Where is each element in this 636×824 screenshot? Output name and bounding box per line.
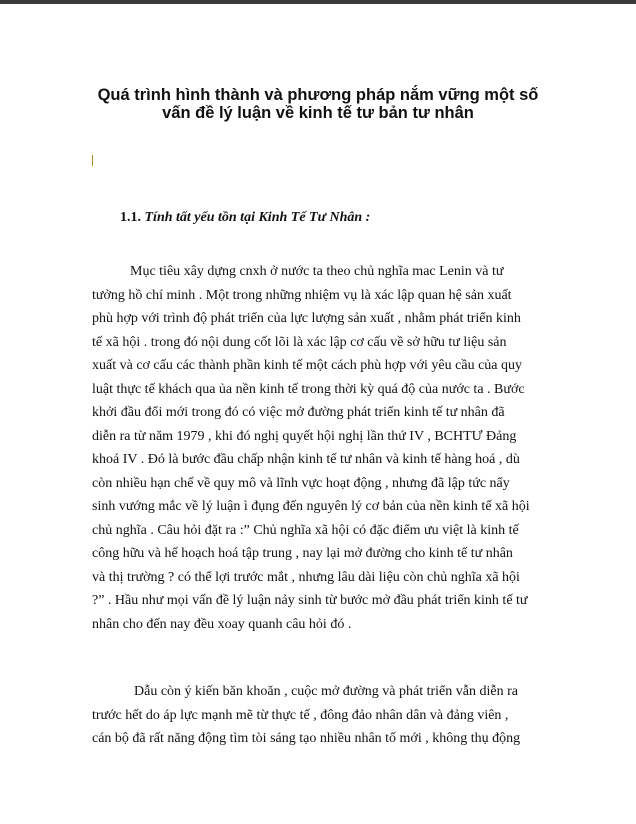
paragraph-line: phù hợp với trình độ phát triển của lực lượng sản xuất , nhằm phát triển kinh	[92, 311, 521, 326]
paragraph-line: chủ nghĩa . Câu hỏi đặt ra :” Chủ nghĩa xã hội có đặc điểm ưu việt là kinh tế	[92, 522, 519, 538]
paragraph-line: còn nhiều hạn chế về quy mô và lĩnh vực hoạt động , nhưng đã lập tức nẩy	[92, 475, 510, 491]
section-number: 1.1.	[120, 210, 141, 225]
document-title	[40, 86, 596, 122]
title-line-1: Quá trình hình thành và phương pháp nắm vững một số	[97, 86, 539, 104]
paragraph-line: và thị trường ? có thể lợi trước mắt , nhưng lâu dài liệu còn chủ nghĩa xã hội	[92, 569, 520, 585]
paragraph-line: Dẫu còn ý kiến băn khoăn , cuộc mở đường và phát triển vẫn diễn ra	[134, 684, 518, 699]
page-top-border	[0, 0, 636, 4]
paragraph-line: ?” . Hầu như mọi vấn đề lý luận nảy sinh từ bước mở đầu phát triển kinh tế tư	[92, 593, 528, 608]
paragraph-1	[92, 260, 552, 636]
paragraph-line: tưởng hồ chí minh . Một trong những nhiệm vụ là xác lập quan hệ sản xuất	[92, 287, 512, 303]
paragraph-line: luật thực tế khách qua ủa nền kinh tế trong thời kỳ quá độ của nước ta . Bước	[92, 381, 525, 397]
paragraph-line: khởi đầu đổi mới trong đó có việc mở đường phát triển kinh tế tư nhân đã	[92, 405, 505, 420]
paragraph-line: công hữu và hế hoạch hoá tập trung , nay lại mở đường cho kinh tế tư nhân	[92, 546, 513, 561]
paragraph-line: cán bộ đã rất năng động tìm tòi sáng tạo nhiều nhân tố mới , không thụ động	[92, 731, 521, 746]
text-cursor-mark	[92, 155, 93, 166]
paragraph-line: xuất và cơ cấu các thành phần kinh tế một cách phù hợp với yêu cầu của quy	[92, 358, 523, 373]
paragraph-line: nhân cho đến nay đều xoay quanh câu hỏi đó .	[92, 616, 352, 632]
title-line-2: vấn đề lý luận về kinh tế tư bản tư nhân	[162, 104, 474, 122]
paragraph-2	[92, 680, 552, 751]
paragraph-line: tế xã hội . trong đó nội dung cốt lõi là xác lập cơ cấu về sở hữu tư liệu sản	[92, 334, 507, 350]
section-heading-text: Tính tất yếu tồn tại Kinh Tế Tư Nhân :	[144, 210, 371, 225]
paragraph-line: Mục tiêu xây dựng cnxh ở nước ta theo chủ nghĩa mac Lenin và tư	[130, 264, 504, 279]
paragraph-line: trước hết do áp lực mạnh mẽ từ thực tế , đông đảo nhân dân và đảng viên ,	[92, 707, 509, 723]
section-heading	[120, 210, 370, 226]
paragraph-line: sinh vướng mắc về lý luận ì đụng đến nguyên lý cơ bản của nền kinh tế xã hội	[92, 499, 530, 514]
paragraph-line: diễn ra từ năm 1979 , khi đó nghị quyết hội nghị lần thứ IV , BCHTƯ Đảng	[92, 428, 517, 444]
paragraph-line: khoá IV . Đó là bước đầu chấp nhận kinh tế tư nhân và kinh tế hàng hoá , dù	[92, 452, 520, 467]
